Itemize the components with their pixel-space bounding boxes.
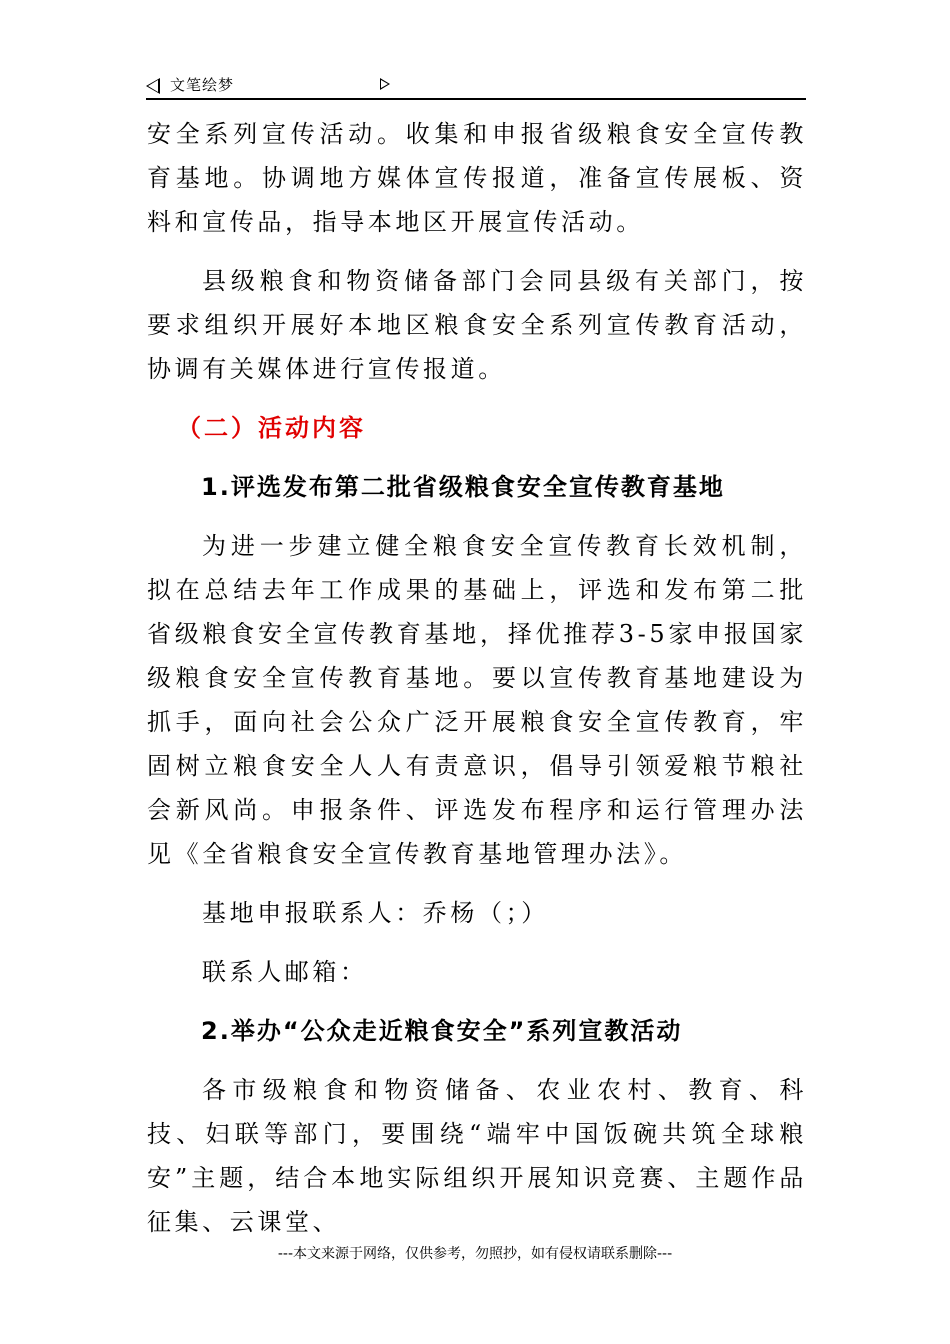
contact-line: 基地申报联系人：乔杨（；）: [202, 899, 549, 927]
triangle-right-icon: [380, 78, 390, 90]
paragraph-2: 县级粮食和物资储备部门会同县级有关部门，按要求组织开展好本地区粮食安全系列宣传教育活动，协调有关媒体进行宣传报道。: [147, 267, 807, 383]
item-1-heading: 1.评选发布第二批省级粮食安全宣传教育基地: [201, 473, 725, 501]
email-line: 联系人邮箱：: [202, 958, 368, 986]
paragraph-3: 为进一步建立健全粮食安全宣传教育长效机制，拟在总结去年工作成果的基础上，评选和发布第二批省级粮食安全宣传教育基地，择优推荐3-5家申报国家级粮食安全宣传教育基地。要以宣传教育基地建设为抓手，面向社会公众广泛开展粮食安全宣传教育，牢固树立粮食安全人人有责意识，倡导引领爱粮节粮社会新风尚。申报条件、评选发布程序和运行管理办法见《全省粮食安全宣传教育基地管理办法》。: [147, 532, 807, 868]
section-heading: （二）活动内容: [177, 414, 366, 442]
document-body: [147, 112, 807, 1244]
page-footer: ---本文来源于网络，仅供参考，勿照抄，如有侵权请联系删除---: [277, 1246, 673, 1262]
triangle-left-icon: [146, 78, 160, 94]
paragraph-4: 各市级粮食和物资储备、农业农村、教育、科技、妇联等部门，要围绕“端牢中国饭碗共筑全球粮安”主题，结合本地实际组织开展知识竞赛、主题作品征集、云课堂、: [147, 1076, 807, 1236]
item-2-heading: 2.举办“公众走近粮食安全”系列宣教活动: [201, 1017, 683, 1045]
page-header: [146, 72, 806, 100]
paragraph-1: 安全系列宣传活动。收集和申报省级粮食安全宣传教育基地。协调地方媒体宣传报道，准备宣传展板、资料和宣传品，指导本地区开展宣传活动。: [147, 120, 807, 236]
header-brand: 文笔绘梦: [170, 76, 235, 94]
